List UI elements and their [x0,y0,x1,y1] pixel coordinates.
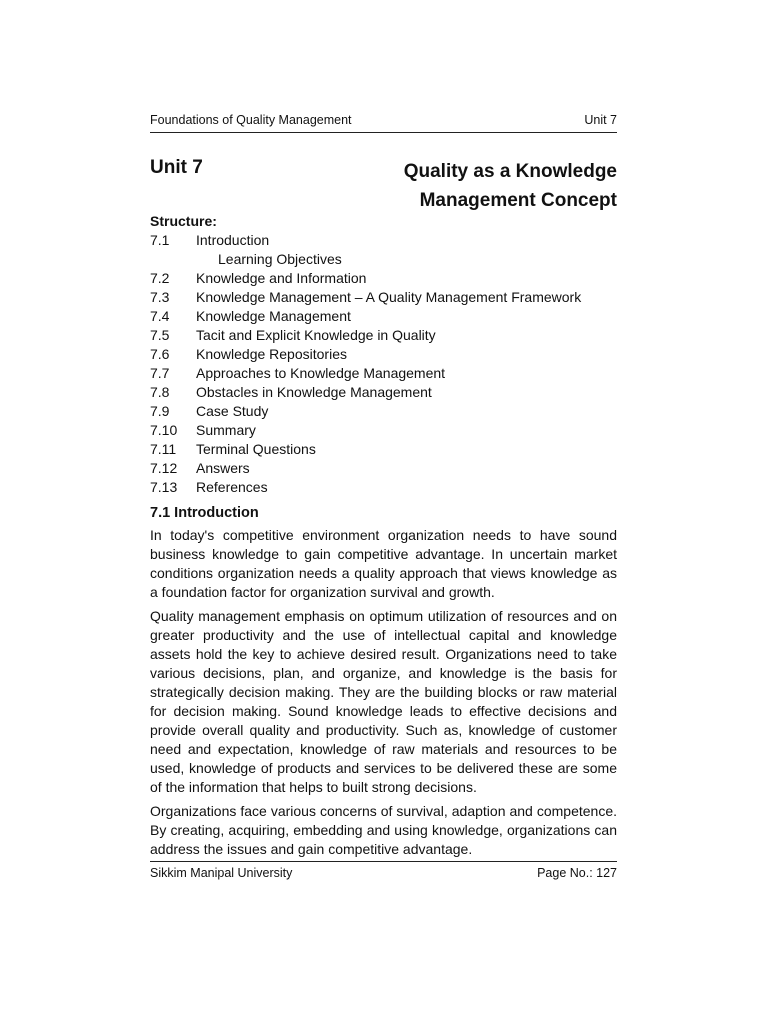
toc-item [150,421,617,440]
header-book-title: Foundations of Quality Management [150,113,352,127]
section-body [150,526,617,864]
toc-text: Answers [196,460,250,476]
toc-text: Approaches to Knowledge Management [196,365,446,381]
structure-label: Structure: [150,213,217,229]
paragraph: Quality management emphasis on optimum utilization of resources and on greater productivity and the use of intellectual capital and knowledge assets hold the key to achieve desired result. Organizations need to take various decisions, plan, and organize, and knowledge is the basis for strategically decision making. They are the building blocks or raw material for decision making. Sound knowledge leads to effective decisions and provide overall quality and productivity. Such as, knowledge of customer need and expectation, knowledge of raw materials and resources to be used, knowledge of products and services to be delivered these are some of the information that helps to built strong decisions. [150,608,617,795]
toc-item [150,440,617,459]
toc-number: 7.5 [150,327,170,343]
toc-number: 7.8 [150,384,170,400]
toc-number: 7.11 [150,441,177,457]
toc-number: 7.9 [150,403,170,419]
toc-item [150,402,617,421]
toc-item [150,459,617,478]
toc-text: Terminal Questions [196,441,316,457]
toc-number: 7.1 [150,232,170,248]
running-header [150,113,617,127]
toc-item [150,345,617,364]
toc-number: 7.10 [150,422,178,438]
toc-number [150,250,218,269]
toc-number: 7.2 [150,270,170,286]
unit-number: Unit 7 [150,157,203,178]
toc-item [150,383,617,402]
section-heading: 7.1 Introduction [150,505,259,521]
toc-text: Learning Objectives [218,251,342,267]
toc-number: 7.3 [150,289,170,305]
footer-rule [150,861,617,862]
toc-text: Knowledge and Information [196,270,367,286]
toc-number: 7.4 [150,308,170,324]
toc-item [150,231,617,250]
toc-text: Obstacles in Knowledge Management [196,384,432,400]
unit-title [330,157,617,215]
footer-university: Sikkim Manipal University [150,866,293,880]
structure-list [150,212,617,497]
toc-number: 7.12 [150,460,178,476]
toc-text: Knowledge Repositories [196,346,347,362]
toc-text: Summary [196,422,256,438]
toc-number: 7.6 [150,346,170,362]
page-number: Page No.: 127 [537,866,617,880]
toc-text: Introduction [196,232,270,248]
toc-number: 7.7 [150,365,170,381]
toc-text: Tacit and Explicit Knowledge in Quality [196,327,436,343]
toc-item [150,326,617,345]
toc-item [150,478,617,497]
unit-title-line-1: Quality as a Knowledge [403,161,617,182]
header-rule [150,132,617,133]
toc-item [150,307,617,326]
toc-text: References [196,479,268,495]
toc-text: Knowledge Management [196,308,351,324]
toc-number: 7.13 [150,479,178,495]
paragraph: Organizations face various concerns of survival, adaption and competence. By creating, acquiring, embedding and using knowledge, organizations can address the issues and gain competitive advantage. [150,803,617,857]
toc-text: Knowledge Management – A Quality Management Framework [196,289,582,305]
toc-item [150,288,617,307]
running-footer [150,866,617,880]
unit-title-line-2: Management Concept [419,190,617,211]
toc-item [150,364,617,383]
header-unit: Unit 7 [584,113,617,127]
toc-text: Case Study [196,403,269,419]
toc-item [150,269,617,288]
toc-item [150,250,617,269]
paragraph: In today's competitive environment organization needs to have sound business knowledge to gain competitive advantage. In uncertain market conditions organization needs a quality approach that views knowledge as a foundation factor for organization survival and growth. [150,527,617,600]
